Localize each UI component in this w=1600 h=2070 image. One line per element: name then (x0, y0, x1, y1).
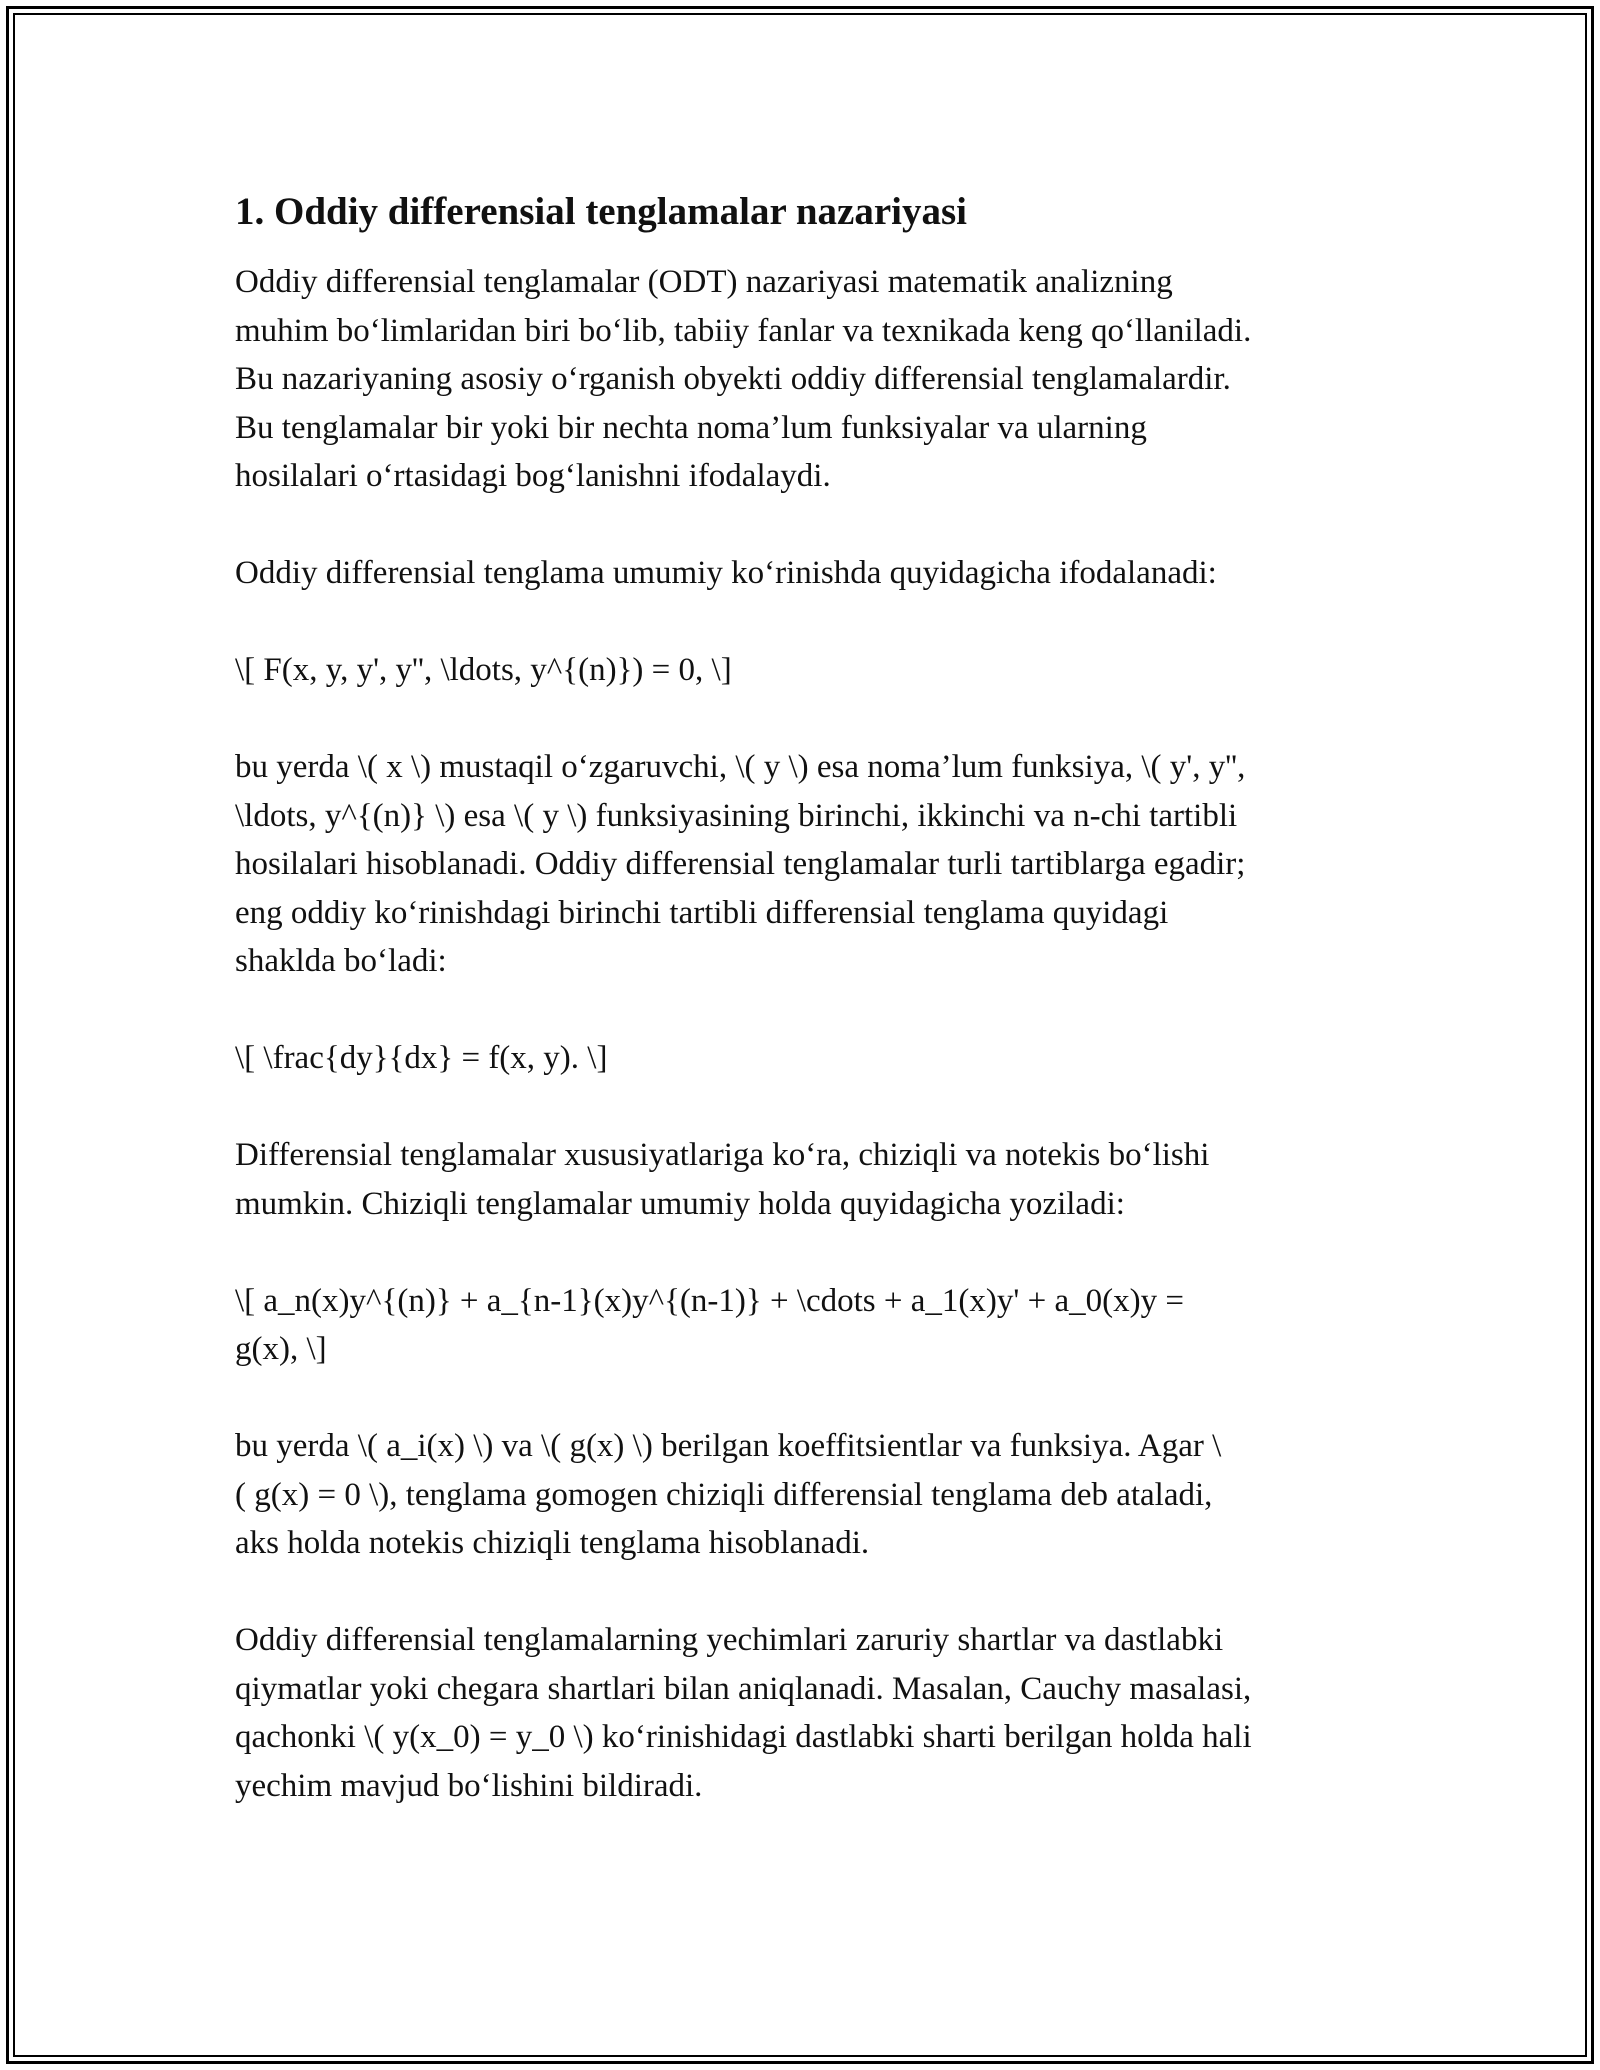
equation-linear (235, 1277, 1385, 1374)
text-line: bu yerda \( a_i(x) \) va \( g(x) \) berilgan koeffitsientlar va funksiya. Agar \ (235, 1428, 1222, 1464)
paragraph-intro (235, 258, 1385, 501)
text-line: Oddiy differensial tenglamalar (ODT) nazariyasi matematik analizning (235, 264, 1173, 300)
text-line: \ldots, y^{(n)} \) esa \( y \) funksiyasining birinchi, ikkinchi va n-chi tartibli (235, 797, 1238, 834)
text-line: Bu tenglamalar bir yoki bir nechta noma’lum funksiyalar va ularning (235, 409, 1147, 446)
paragraph-general-form-intro (235, 549, 1385, 598)
text-line: ( g(x) = 0 \), tenglama gomogen chiziqli differensial tenglama deb ataladi, (235, 1476, 1213, 1513)
text-line: qachonki \( y(x_0) = y_0 \) ko‘rinishidagi dastlabki sharti berilgan holda hali (235, 1719, 1252, 1755)
paragraph-coefficients (235, 1422, 1385, 1568)
paragraph-solutions (235, 1616, 1385, 1810)
text-line: bu yerda \( x \) mustaqil o‘zgaruvchi, \( y \) esa noma’lum funksiya, \( y', y'', (235, 749, 1246, 785)
paragraph-linear-intro (235, 1131, 1385, 1228)
equation-general-form (235, 646, 1385, 695)
paragraph-variables (235, 743, 1385, 986)
text-line: yechim mavjud bo‘lishini bildiradi. (235, 1767, 703, 1804)
equation-first-order (235, 1034, 1385, 1083)
document-body (235, 186, 1385, 1810)
text-line: muhim bo‘limlaridan biri bo‘lib, tabiiy fanlar va texnikada keng qo‘llaniladi. (235, 312, 1252, 349)
text-line: hosilalari o‘rtasidagi bog‘lanishni ifodalaydi. (235, 458, 831, 494)
text-line: mumkin. Chiziqli tenglamalar umumiy holda quyidagicha yoziladi: (235, 1185, 1125, 1222)
equation-line: \[ a_n(x)y^{(n)} + a_{n-1}(x)y^{(n-1)} + \cdots + a_1(x)y' + a_0(x)y = (235, 1282, 1184, 1319)
text-line: eng oddiy ko‘rinishdagi birinchi tartibli differensial tenglama quyidagi (235, 894, 1169, 931)
text-line: qiymatlar yoki chegara shartlari bilan aniqlanadi. Masalan, Cauchy masalasi, (235, 1670, 1252, 1707)
text-line: Oddiy differensial tenglama umumiy ko‘rinishda quyidagicha ifodalanadi: (235, 555, 1217, 591)
equation-line: \[ \frac{dy}{dx} = f(x, y). \] (235, 1040, 608, 1076)
equation-line: g(x), \] (235, 1331, 327, 1367)
text-line: shaklda bo‘ladi: (235, 943, 447, 979)
text-line: aks holda notekis chiziqli tenglama hisoblanadi. (235, 1525, 870, 1561)
section-heading: 1. Oddiy differensial tenglamalar nazariyasi (235, 190, 967, 233)
equation-line: \[ F(x, y, y', y'', \ldots, y^{(n)}) = 0, \] (235, 652, 732, 688)
text-line: Differensial tenglamalar xususiyatlariga ko‘ra, chiziqli va notekis bo‘lishi (235, 1137, 1210, 1173)
text-line: hosilalari hisoblanadi. Oddiy differensial tenglamalar turli tartiblarga egadir; (235, 846, 1246, 882)
text-line: Bu nazariyaning asosiy o‘rganish obyekti oddiy differensial tenglamalardir. (235, 361, 1231, 397)
text-line: Oddiy differensial tenglamalarning yechimlari zaruriy shartlar va dastlabki (235, 1622, 1224, 1658)
